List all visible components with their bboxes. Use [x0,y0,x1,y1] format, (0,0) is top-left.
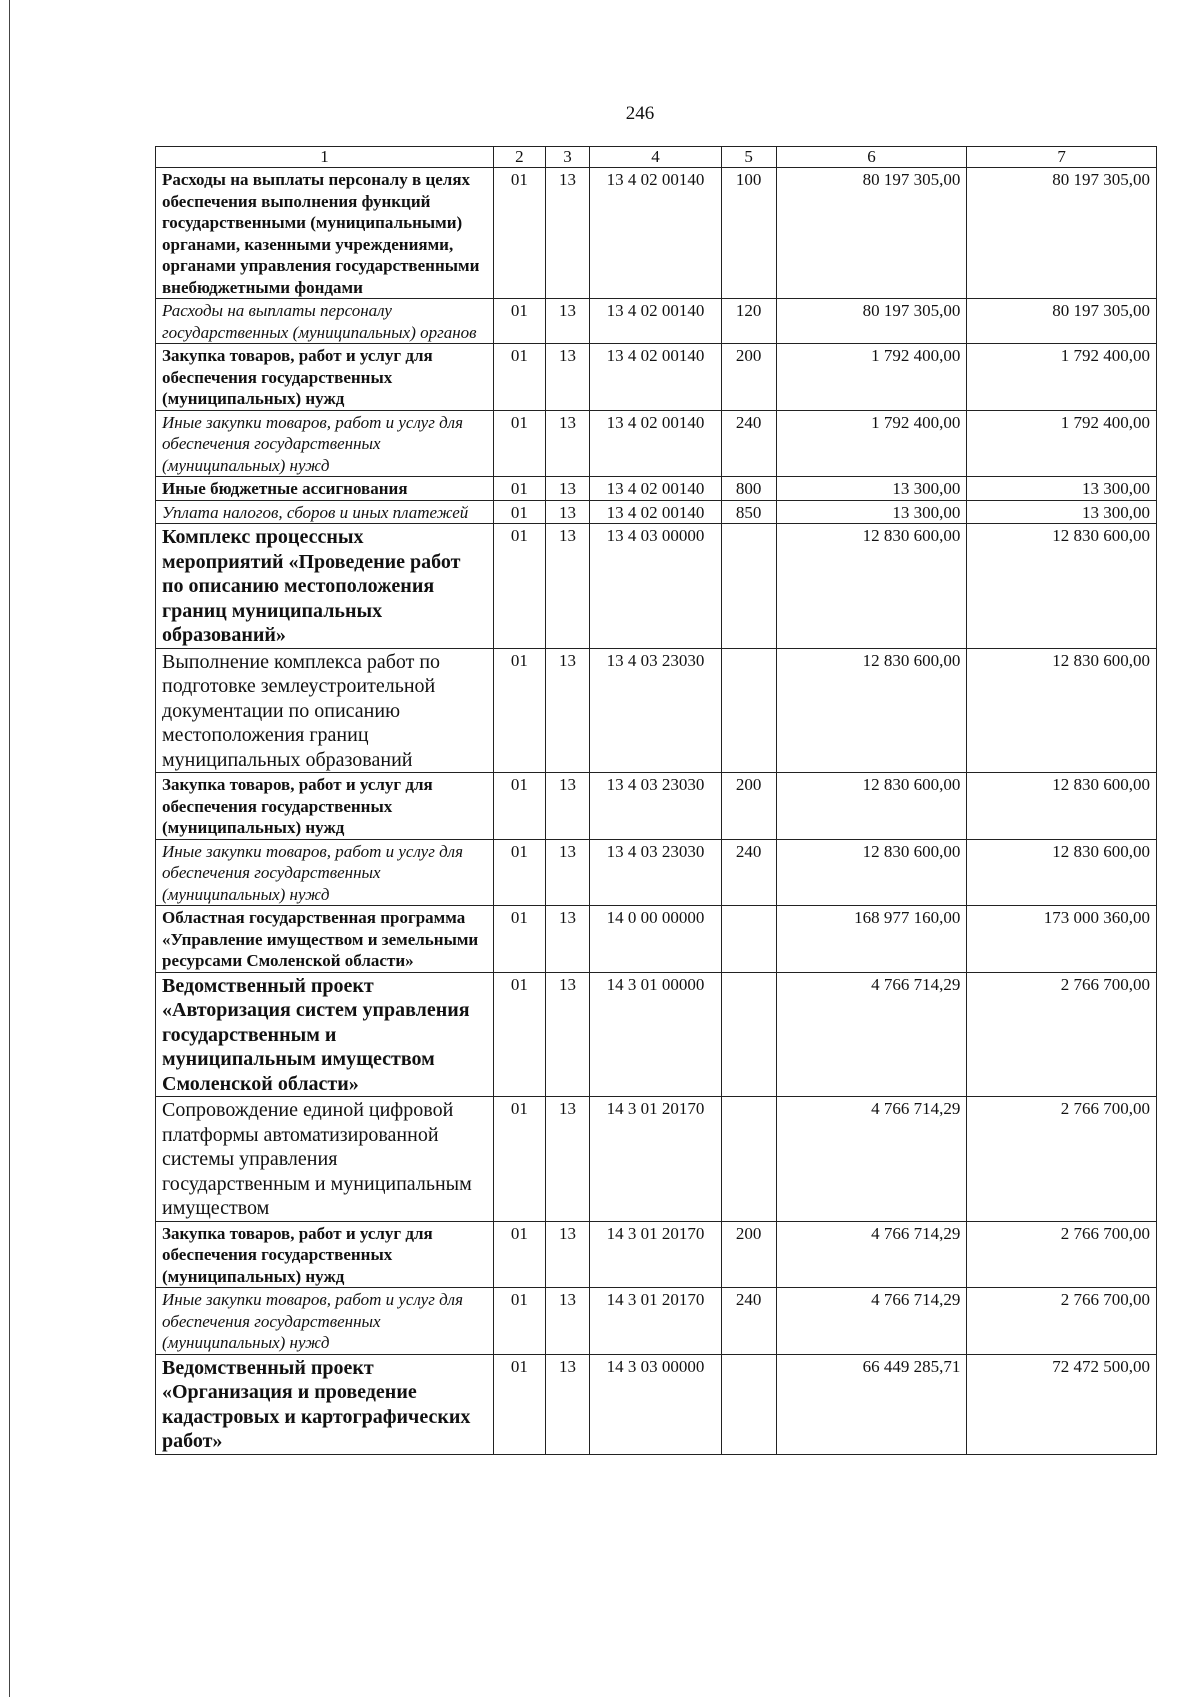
row-description: Выполнение комплекса работ по подготовке землеустроительной документации по описанию местоположения границ муниципальных образований [156,648,494,773]
row-amount-year-2: 12 830 600,00 [967,648,1157,773]
row-subsection-code: 13 [545,500,589,524]
row-section-code: 01 [493,1288,545,1355]
row-expense-type [721,1097,776,1222]
row-subsection-code: 13 [545,1288,589,1355]
row-description: Закупка товаров, работ и услуг для обеспечения государственных (муниципальных) нужд [156,344,494,411]
row-subsection-code: 13 [545,972,589,1097]
row-amount-year-2: 13 300,00 [967,500,1157,524]
row-amount-year-1: 80 197 305,00 [776,168,967,299]
table-row [156,168,1157,299]
table-header-row [156,147,1157,168]
row-section-code: 01 [493,477,545,501]
table-row [156,773,1157,840]
row-section-code: 01 [493,648,545,773]
row-section-code: 01 [493,524,545,649]
row-amount-year-2: 2 766 700,00 [967,1221,1157,1288]
row-target-article: 13 4 03 00000 [590,524,721,649]
header-col-2: 2 [493,147,545,168]
header-col-5: 5 [721,147,776,168]
row-expense-type: 850 [721,500,776,524]
row-expense-type: 200 [721,344,776,411]
row-target-article: 14 3 01 00000 [590,972,721,1097]
row-description: Расходы на выплаты персоналу государственных (муниципальных) органов [156,299,494,344]
row-description: Расходы на выплаты персоналу в целях обеспечения выполнения функций государственными (муниципальными) органами, казенными учреждениями, органами управления государственными внебюджетными фондами [156,168,494,299]
table-row [156,299,1157,344]
row-amount-year-1: 168 977 160,00 [776,906,967,973]
row-amount-year-2: 13 300,00 [967,477,1157,501]
row-section-code: 01 [493,410,545,477]
row-amount-year-1: 4 766 714,29 [776,1288,967,1355]
row-section-code: 01 [493,1354,545,1454]
header-col-1: 1 [156,147,494,168]
page-number: 246 [625,103,655,124]
row-target-article: 13 4 02 00140 [590,500,721,524]
row-amount-year-2: 72 472 500,00 [967,1354,1157,1454]
row-description: Ведомственный проект «Организация и проведение кадастровых и картографических работ» [156,1354,494,1454]
row-section-code: 01 [493,773,545,840]
table-row [156,477,1157,501]
row-subsection-code: 13 [545,299,589,344]
row-description: Закупка товаров, работ и услуг для обеспечения государственных (муниципальных) нужд [156,773,494,840]
row-subsection-code: 13 [545,1097,589,1222]
table-row [156,972,1157,1097]
row-target-article: 13 4 02 00140 [590,477,721,501]
row-target-article: 14 3 01 20170 [590,1221,721,1288]
row-amount-year-1: 13 300,00 [776,500,967,524]
row-section-code: 01 [493,500,545,524]
row-target-article: 13 4 03 23030 [590,648,721,773]
table-row [156,839,1157,906]
row-section-code: 01 [493,972,545,1097]
row-amount-year-1: 80 197 305,00 [776,299,967,344]
table-row [156,1354,1157,1454]
table-row [156,648,1157,773]
table-row [156,1097,1157,1222]
header-col-7: 7 [967,147,1157,168]
row-description: Иные закупки товаров, работ и услуг для обеспечения государственных (муниципальных) нужд [156,1288,494,1355]
row-section-code: 01 [493,906,545,973]
row-amount-year-2: 1 792 400,00 [967,344,1157,411]
row-target-article: 13 4 02 00140 [590,410,721,477]
row-section-code: 01 [493,299,545,344]
row-amount-year-2: 2 766 700,00 [967,972,1157,1097]
row-subsection-code: 13 [545,524,589,649]
row-subsection-code: 13 [545,839,589,906]
table-row [156,1288,1157,1355]
row-description: Иные закупки товаров, работ и услуг для обеспечения государственных (муниципальных) нужд [156,839,494,906]
row-amount-year-1: 12 830 600,00 [776,648,967,773]
row-target-article: 14 3 01 20170 [590,1288,721,1355]
row-expense-type: 240 [721,839,776,906]
table-row [156,906,1157,973]
budget-table [155,146,1157,1455]
row-amount-year-2: 80 197 305,00 [967,299,1157,344]
row-target-article: 14 3 01 20170 [590,1097,721,1222]
row-subsection-code: 13 [545,1354,589,1454]
row-target-article: 13 4 02 00140 [590,168,721,299]
left-margin-line [9,0,10,1697]
row-target-article: 13 4 03 23030 [590,773,721,840]
row-expense-type: 100 [721,168,776,299]
row-description: Сопровождение единой цифровой платформы автоматизированной системы управления государственным и муниципальным имуществом [156,1097,494,1222]
row-subsection-code: 13 [545,477,589,501]
row-amount-year-2: 12 830 600,00 [967,839,1157,906]
row-amount-year-2: 2 766 700,00 [967,1288,1157,1355]
row-expense-type: 200 [721,773,776,840]
row-description: Иные закупки товаров, работ и услуг для обеспечения государственных (муниципальных) нужд [156,410,494,477]
row-description: Ведомственный проект «Авторизация систем управления государственным и муниципальным имуществом Смоленской области» [156,972,494,1097]
row-amount-year-1: 12 830 600,00 [776,839,967,906]
row-subsection-code: 13 [545,1221,589,1288]
row-target-article: 13 4 03 23030 [590,839,721,906]
row-amount-year-2: 2 766 700,00 [967,1097,1157,1222]
row-amount-year-1: 4 766 714,29 [776,1221,967,1288]
row-description: Комплекс процессных мероприятий «Проведение работ по описанию местоположения границ муниципальных образований» [156,524,494,649]
row-expense-type: 200 [721,1221,776,1288]
row-target-article: 13 4 02 00140 [590,344,721,411]
header-col-6: 6 [776,147,967,168]
row-amount-year-1: 4 766 714,29 [776,972,967,1097]
row-subsection-code: 13 [545,344,589,411]
header-col-3: 3 [545,147,589,168]
table-row [156,344,1157,411]
row-amount-year-1: 12 830 600,00 [776,773,967,840]
row-amount-year-1: 1 792 400,00 [776,344,967,411]
row-target-article: 14 0 00 00000 [590,906,721,973]
row-subsection-code: 13 [545,168,589,299]
row-expense-type [721,1354,776,1454]
row-amount-year-2: 12 830 600,00 [967,524,1157,649]
table-row [156,524,1157,649]
row-description: Уплата налогов, сборов и иных платежей [156,500,494,524]
row-amount-year-1: 12 830 600,00 [776,524,967,649]
row-subsection-code: 13 [545,906,589,973]
row-subsection-code: 13 [545,773,589,840]
row-target-article: 13 4 02 00140 [590,299,721,344]
row-section-code: 01 [493,344,545,411]
row-expense-type: 120 [721,299,776,344]
table-row [156,1221,1157,1288]
row-section-code: 01 [493,1221,545,1288]
row-amount-year-2: 1 792 400,00 [967,410,1157,477]
row-amount-year-2: 80 197 305,00 [967,168,1157,299]
row-expense-type [721,972,776,1097]
row-section-code: 01 [493,168,545,299]
row-expense-type [721,524,776,649]
table-row [156,500,1157,524]
row-expense-type: 800 [721,477,776,501]
row-section-code: 01 [493,839,545,906]
row-description: Закупка товаров, работ и услуг для обеспечения государственных (муниципальных) нужд [156,1221,494,1288]
row-amount-year-1: 1 792 400,00 [776,410,967,477]
row-description: Иные бюджетные ассигнования [156,477,494,501]
row-section-code: 01 [493,1097,545,1222]
row-amount-year-1: 66 449 285,71 [776,1354,967,1454]
row-expense-type [721,648,776,773]
row-target-article: 14 3 03 00000 [590,1354,721,1454]
row-amount-year-1: 13 300,00 [776,477,967,501]
row-expense-type: 240 [721,1288,776,1355]
row-amount-year-2: 173 000 360,00 [967,906,1157,973]
row-amount-year-1: 4 766 714,29 [776,1097,967,1222]
row-subsection-code: 13 [545,410,589,477]
row-description: Областная государственная программа «Управление имуществом и земельными ресурсами Смоленской области» [156,906,494,973]
table-row [156,410,1157,477]
row-subsection-code: 13 [545,648,589,773]
row-expense-type: 240 [721,410,776,477]
row-amount-year-2: 12 830 600,00 [967,773,1157,840]
row-expense-type [721,906,776,973]
header-col-4: 4 [590,147,721,168]
